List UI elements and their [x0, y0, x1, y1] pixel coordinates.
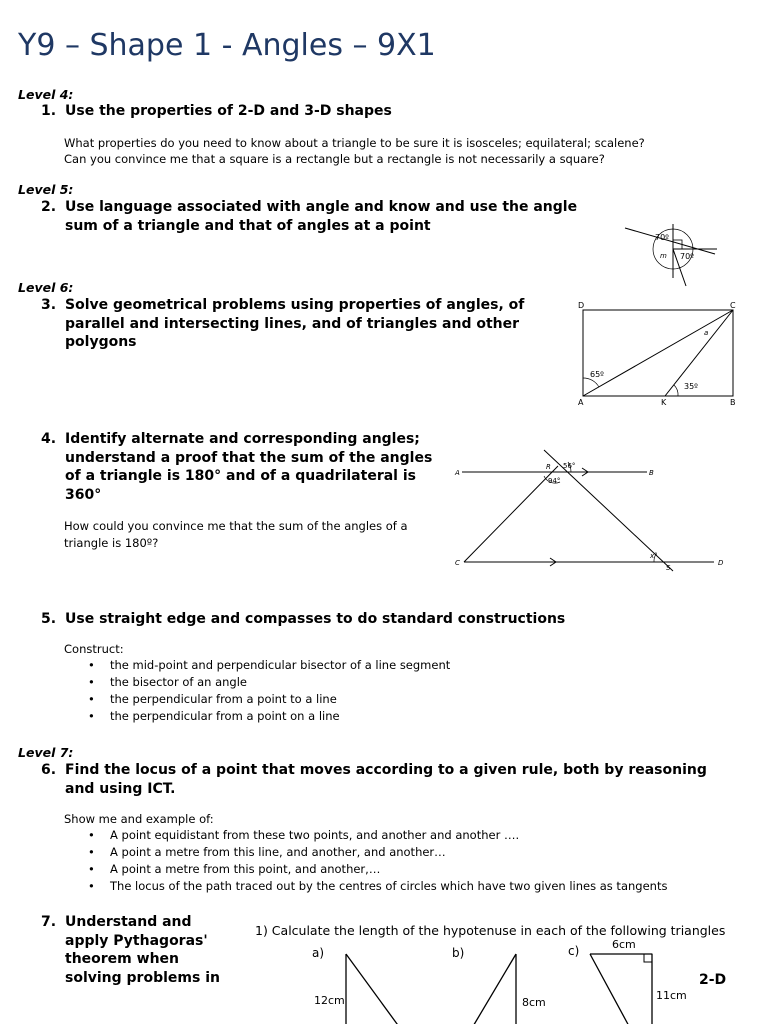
objective-4-question: How could you convince me that the sum of the angles of a triangle is 180º? [64, 519, 408, 550]
page-title: Y9 – Shape 1 - Angles – 9X1 [18, 28, 436, 63]
objective-5-intro: Construct: [64, 642, 124, 656]
fig4-angle-x: x° [650, 552, 658, 560]
list-item-text: A point a metre from this point, and another,… [110, 862, 381, 876]
list-item [88, 844, 748, 861]
fig3-vertex-c: C [730, 301, 736, 310]
objective-1-text: Use the properties of 2-D and 3-D shapes [65, 103, 392, 119]
bullet-icon: • [88, 675, 95, 689]
objective-7-text: Understand and apply Pythagoras' theorem when solving problems in [65, 914, 220, 986]
objective-2-number: 2. [41, 199, 57, 215]
objective-2-text: Use language associated with angle and know and use the angle sum of a triangle and that of angles at a point [65, 199, 578, 234]
objective-1-question-1: What properties do you need to know about a triangle to be sure it is isosceles; equilateral; scalene? [64, 136, 645, 150]
objective-4-text: Identify alternate and corresponding angles; understand a proof that the sum of the angles of a triangle is 180° and of a quadrilateral is 360° [65, 431, 433, 503]
objective-5-text: Use straight edge and compasses to do standard constructions [65, 611, 566, 627]
objective-1-question-2: Can you convince me that a square is a rectangle but a rectangle is not necessarily a square? [64, 152, 605, 166]
objective-7-suffix: 2-D [699, 972, 727, 988]
list-item [88, 861, 748, 878]
parallel-lines-triangle-figure [452, 440, 752, 575]
objective-6-intro: Show me and example of: [64, 812, 214, 826]
level-6-label: Level 6: [18, 280, 74, 295]
objective-5 [41, 610, 661, 630]
objective-2 [41, 198, 601, 238]
fig4-point-a: A [455, 469, 460, 477]
list-item [88, 691, 688, 708]
fig2-angle-70-top: 70º [655, 233, 669, 242]
fig3-angle-65: 65º [590, 370, 604, 379]
worksheet-label-b: b) [452, 946, 465, 960]
worksheet-label-c: c) [568, 944, 580, 958]
list-item-text: A point equidistant from these two points, and another and another …. [110, 828, 520, 842]
objective-5-number: 5. [41, 611, 57, 627]
list-item-text: the bisector of an angle [110, 675, 247, 689]
objective-3-number: 3. [41, 297, 57, 313]
bullet-icon: • [88, 709, 95, 723]
bullet-icon: • [88, 845, 95, 859]
fig2-angle-m: m [660, 252, 667, 260]
objective-6-text: Find the locus of a point that moves according to a given rule, both by reasoning and using ICT. [65, 762, 707, 797]
objective-7-number: 7. [41, 914, 57, 930]
objective-6 [41, 761, 741, 801]
list-item [88, 708, 688, 725]
objective-1 [41, 102, 601, 122]
bullet-icon: • [88, 692, 95, 706]
worksheet-heading: 1) Calculate the length of the hypotenuse in each of the following triangles [255, 923, 726, 938]
level-5-label: Level 5: [18, 182, 74, 197]
bullet-icon: • [88, 879, 95, 893]
construct-list [88, 657, 688, 727]
level-7-label: Level 7: [18, 745, 74, 760]
bullet-icon: • [88, 658, 95, 672]
fig3-vertex-d: D [578, 301, 585, 310]
fig4-point-b: B [649, 469, 654, 477]
worksheet-label-a: a) [312, 946, 325, 960]
fig4-point-s: S [666, 564, 671, 572]
objective-1-number: 1. [41, 103, 57, 119]
list-item-text: the perpendicular from a point to a line [110, 692, 337, 706]
objective-3 [41, 296, 561, 354]
fig4-point-c: C [455, 559, 460, 567]
bullet-icon: • [88, 862, 95, 876]
rectangle-angles-figure [574, 298, 744, 410]
fig4-point-r: R [546, 463, 551, 471]
angles-at-point-figure [620, 218, 720, 290]
triangle-c-top: 6cm [612, 938, 636, 951]
objective-4-number: 4. [41, 431, 57, 447]
triangle-c-side: 11cm [656, 989, 687, 1002]
list-item [88, 674, 688, 691]
level-4-label: Level 4: [18, 87, 74, 102]
objective-3-text: Solve geometrical problems using properties of angles, of parallel and intersecting lines, and of triangles and other polygons [65, 297, 525, 350]
fig3-vertex-a: A [578, 398, 584, 407]
objective-4 [41, 430, 441, 506]
list-item-text: A point a metre from this line, and another, and another… [110, 845, 446, 859]
fig3-vertex-b: B [730, 398, 736, 407]
fig4-angle-56: 56° [563, 462, 576, 470]
bullet-icon: • [88, 828, 95, 842]
fig4-angle-94: 94° [548, 477, 561, 485]
list-item-text: the perpendicular from a point on a line [110, 709, 340, 723]
list-item [88, 827, 748, 844]
list-item [88, 878, 748, 895]
list-item-text: The locus of the path traced out by the centres of circles which have two given lines as tangents [110, 879, 668, 893]
objective-7 [41, 913, 241, 993]
locus-list [88, 827, 748, 897]
triangle-b-side: 8cm [522, 996, 546, 1009]
list-item [88, 657, 688, 674]
fig3-angle-35: 35º [684, 382, 698, 391]
fig3-angle-a: a [704, 329, 709, 337]
list-item-text: the mid-point and perpendicular bisector of a line segment [110, 658, 451, 672]
objective-6-number: 6. [41, 762, 57, 778]
fig3-vertex-k: K [661, 398, 667, 407]
fig2-angle-70-bottom: 70º [680, 252, 694, 261]
triangle-a-side: 12cm [314, 994, 345, 1007]
fig4-point-d: D [718, 559, 724, 567]
